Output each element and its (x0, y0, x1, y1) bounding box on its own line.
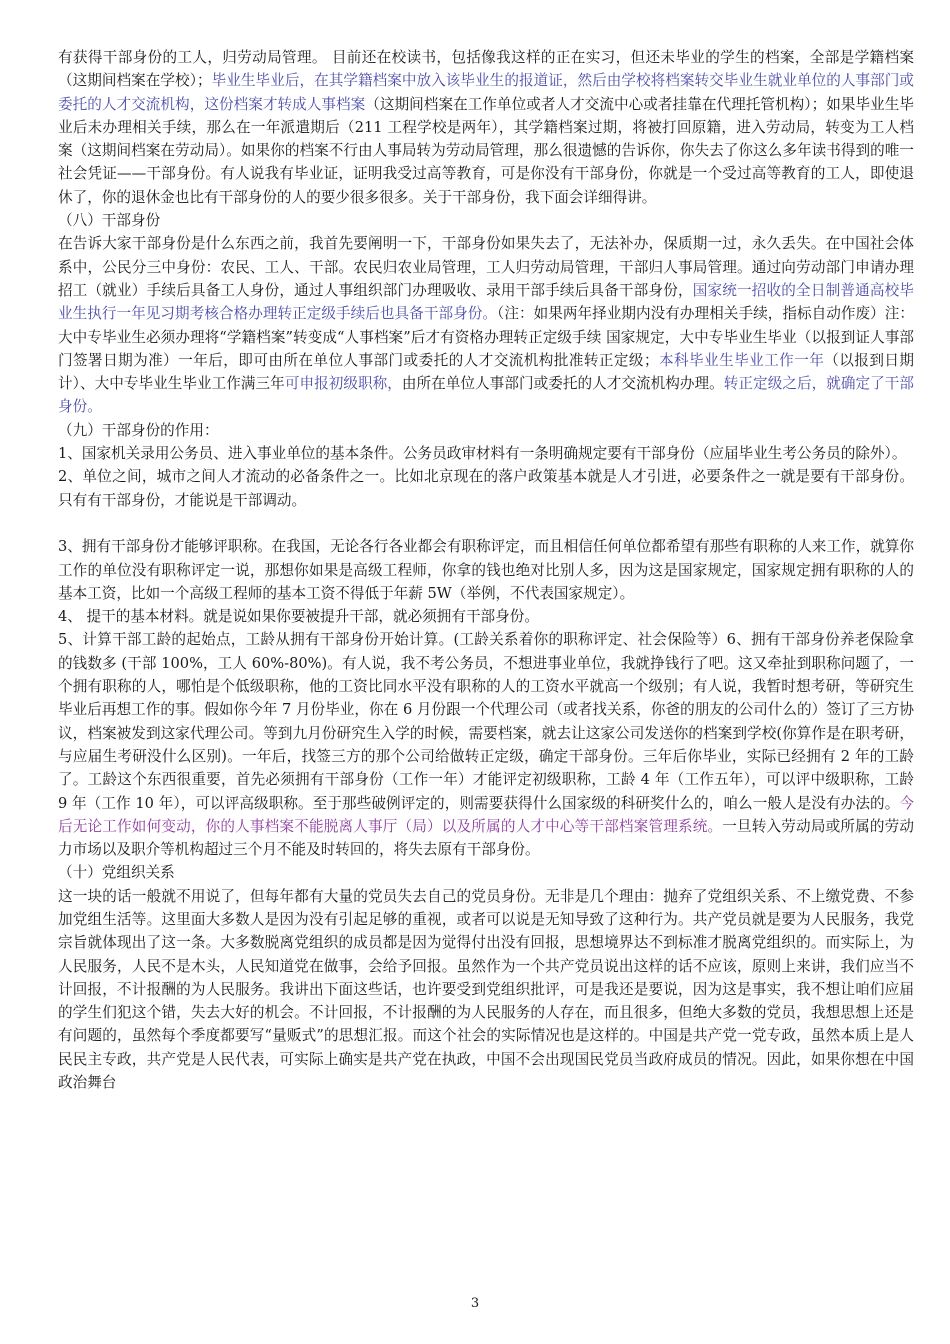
section-heading-9: （九）干部身份的作用： (58, 421, 219, 439)
document-body (58, 46, 914, 1094)
list-item-2: 2、单位之间，城市之间人才流动的必备条件之一。比如北京现在的落户政策基本就是人才引进，必要条件之一就是要有干部身份。 只有有干部身份，才能说是干部调动。 (58, 468, 914, 509)
section-heading-8: （八）干部身份 (58, 212, 161, 230)
paragraph-party: 这一块的话一般就不用说了，但每年都有大量的党员失去自己的党员身份。无非是几个理由：抛弃了党组织关系、不上缴党费、不参加党组生活等。这里面大多数人是因为没有引起足够的重视，或者可以说是无知导致了这种行为。共产党员就是要为人民服务，我党宗旨就体现出了这一条。大多数脱离党组织的成员都是因为觉得付出没有回报，思想境界达不到标准才脱离党组织的。而实际上，为人民服务，人民不是木头，人民知道党在做事，会给予回报。虽然作为一个共产党员说出这样的话不应该，原则上来讲，我们应当不计回报，不计报酬的为人民服务。我讲出下面这些话，也许要受到党组织批评，可是我还是要说，因为这是事实，我不想让咱们应届的学生们犯这个错，失去大好的机会。不计回报，不计报酬的为人民服务的人存在，而且很多，但绝大多数的党员，我想思想上还是有问题的，虽然每个季度都要写“量贩式”的思想汇报。而这个社会的实际情况也是这样的。中国是共产党一党专政，虽然本质上是人民民主专政，共产党是人民代表，可实际上确实是共产党在执政，中国不会出现国民党员当政府成员的情况。因此，如果你想在中国政治舞台 (58, 887, 914, 1092)
section-heading-10: （十）党组织关系 (58, 864, 175, 882)
list-item-4: 4、 提干的基本材料。就是说如果你要被提升干部，就必须拥有干部身份。 (58, 608, 539, 626)
highlight-text: 本科毕业生毕业工作一年 (658, 351, 825, 369)
list-item-1: 1、国家机关录用公务员、进入事业单位的基本条件。公务员政审材料有一条明确规定要有干部身份（应届毕业生考公务员的除外）。 (58, 445, 907, 463)
paragraph-archives: 有获得干部身份的工人，归劳动局管理。 目前还在校读书，包括像我这样的正在实习，但还未毕业的学生的档案，全部是学籍档案（这期间档案在学校）；毕业生毕业后，在其学籍档案中放入该毕业生的报道证，然后由学校将档案转交毕业生就业单位的人事部门或委托的人才交流机构，这份档案才转成人事档案（这期间档案在工作单位或者人才交流中心或者挂靠在代理托管机构）；如果毕业生毕业后未办理相关手续，那么在一年派遣期后（211 工程学校是两年），其学籍档案过期，将被打回原籍，进入劳动局，转变为工人档案（这期间档案在劳动局）。如果你的档案不行由人事局转为劳动局管理，那么很遗憾的告诉你，你失去了你这么多年读书得到的唯一社会凭证——干部身份。有人说我有毕业证，证明我受过高等教育，可是你没有干部身份，你就是一个受过高等教育的工人，即使退休了，你的退休金也比有干部身份的人的要少很多很多。关于干部身份，我下面会详细得讲。 (58, 49, 914, 206)
highlight-text: 转正定级之后，就确定了干部身份。 (58, 375, 914, 416)
page-number: 3 (470, 1296, 480, 1311)
list-item-3: 3、拥有干部身份才能够评职称。在我国，无论各行各业都会有职称评定，而且相信任何单位都希望有那些有职称的人来工作，就算你工作的单位没有职称评定一说，那想你如果是高级工程师，你拿的钱也绝对比别人多，因为这是国家规定，国家规定拥有职称的人的基本工资，比如一个高级工程师的基本工资不得低于年薪 5W（举例，不代表国家规定）。 (58, 538, 914, 602)
highlight-text: 毕业生毕业后，在其学籍档案中放入该毕业生的报道证，然后由学校将档案转交毕业生就业单位的人事部门或委托的人才交流机构，这份档案才转成人事档案 (58, 72, 914, 113)
highlight-text: 今后无论工作如何变动，你的人事档案不能脱离人事厅（局）以及所属的人才中心等干部档案管理系统。 (58, 794, 914, 835)
highlight-text: 可申报初级职称， (284, 375, 402, 393)
paragraph-cadre-status: 在告诉大家干部身份是什么东西之前，我首先要阐明一下，干部身份如果失去了，无法补办，保质期一过，永久丢失。在中国社会体系中，公民分三中身份：农民、工人、干部。农民归农业局管理，工人归劳动局管理，干部归人事局管理。通过向劳动部门申请办理招工（就业）手续后具备工人身份，通过人事组织部门办理吸收、录用干部手续后具备干部身份，国家统一招收的全日制普通高校毕业生执行一年见习期考核合格办理转正定级手续后也具备干部身份。（注：如果两年择业期内没有办理相关手续，指标自动作废）注：大中专毕业生必须办理将“学籍档案”转变成“人事档案”后才有资格办理转正定级手续 国家规定，大中专毕业生毕业（以报到证人事部门签署日期为准）一年后，即可由所在单位人事部门或委托的人才交流机构批准转正定级；本科毕业生毕业工作一年（以报到日期计）、大中专毕业生毕业工作满三年可申报初级职称，由所在单位人事部门或委托的人才交流机构办理。转正定级之后，就确定了干部身份。 (58, 235, 914, 416)
highlight-text: 国家统一招收的全日制普通高校毕业生执行一年见习期考核合格办理转正定级手续后也具备干部身份。 (58, 281, 914, 323)
list-item-5: 5、计算干部工龄的起始点，工龄从拥有干部身份开始计算。(工龄关系着你的职称评定、社会保险等）6、拥有干部身份养老保险拿的钱数多 (干部 100%，工人 60%-80%)。有人说，我不考公务员，不想进事业单位，我就挣钱行了吧。这又牵扯到职称问题了，一个拥有职称的人，哪怕是个低级职称，他的工资比同水平没有职称的人的工资水平就高一个级别；有人说，我暂时想考研，等研究生毕业后再想工作的事。假如你今年 7 月份毕业，你在 6 月份跟一个代理公司（或者找关系，你爸的朋友的公司什么的）签订了三方协议，档案被发到这家代理公司。等到九月份研究生入学的时候，需要档案，就去让这家公司发送你的档案到学校(你算作是在职考研，与应届生考研没什么区别)。一年后，找签三方的那个公司给做转正定级，确定干部身份。三年后你毕业，实际已经拥有 2 年的工龄了。工龄这个东西很重要，首先必须拥有干部身份（工作一年）才能评定初级职称，工龄 4 年（工作五年），可以评中级职称，工龄 9 年（工作 10 年），可以评高级职称。至于那些破例评定的，则需要获得什么国家级的科研奖什么的，咱么一般人是没有办法的。今后无论工作如何变动，你的人事档案不能脱离人事厅（局）以及所属的人才中心等干部档案管理系统。一旦转入劳动局或所属的劳动力市场以及职介等机构超过三个月不能及时转回的，将失去原有干部身份。 (58, 631, 914, 859)
blank-line (58, 512, 914, 535)
